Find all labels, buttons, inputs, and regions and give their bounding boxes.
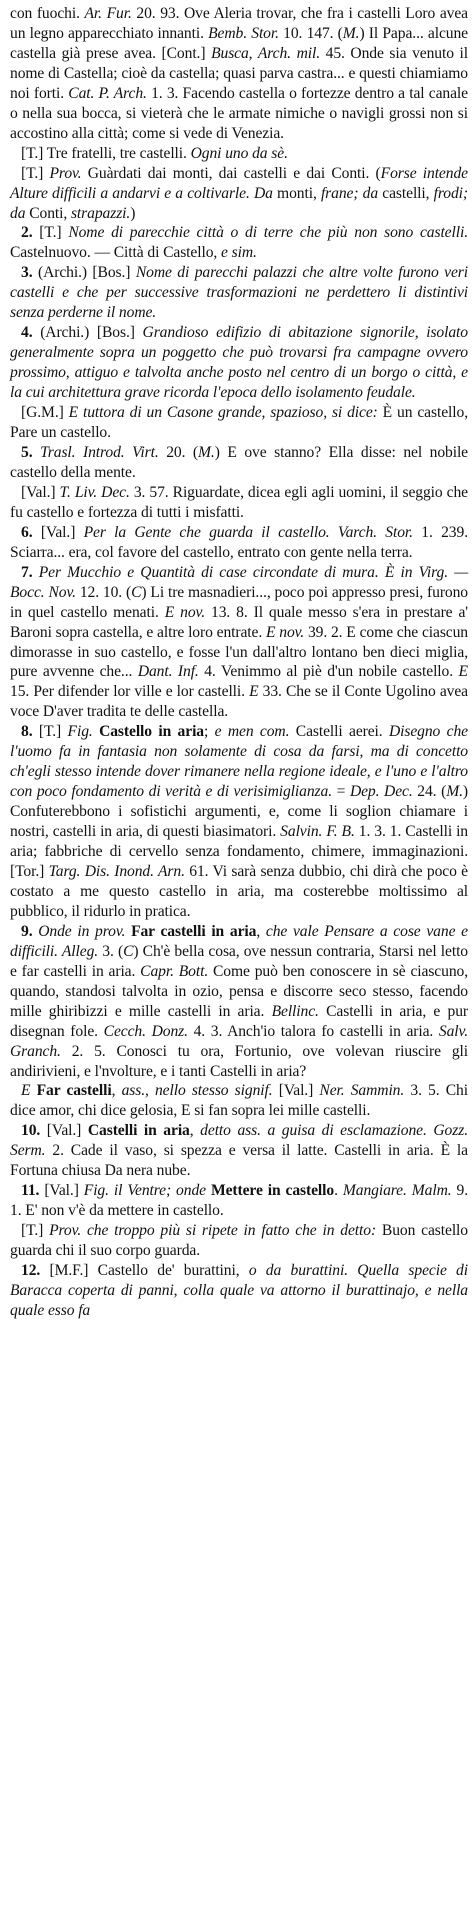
bold-run: 8.	[21, 723, 33, 741]
text-run: ,	[256, 922, 266, 940]
text-run: ,	[111, 1082, 122, 1100]
italic-run: Busca, Arch. mil.	[211, 44, 320, 62]
text-run: 2. 5. Conosci tu ora, Fortunio, ove volevan riuscire gli andirivieni, e l'nvolture, e i tanti Castelli in aria?	[10, 1042, 468, 1080]
text-run: Guàrdati dai monti, dai castelli e dai Conti. (	[81, 164, 381, 182]
text-run: ) Li tre masnadieri..., poco poi appresso presi, furono in quel castello menati.	[10, 583, 469, 621]
entry-paragraph	[10, 1121, 468, 1181]
text-run: 12. 10. (	[75, 583, 132, 601]
italic-run: Mangiare. Malm.	[342, 1182, 452, 1200]
text-run: [M.F.] Castello de' burattini,	[40, 1262, 249, 1280]
text-run: (Archi.) [Bos.]	[32, 264, 136, 282]
text-run: 24. (	[412, 783, 447, 801]
text-run: 15. Per difender lor ville e lor castelli.	[10, 683, 250, 701]
italic-run: Fig.	[67, 723, 93, 741]
text-run: 4. 3. Anch'io talora fo castelli in aria.	[187, 1022, 439, 1040]
text-run: =	[332, 783, 350, 801]
text-run: È un castello, Pare un castello.	[10, 404, 468, 442]
text-run: 4. Venimmo al piè d'un nobile castello.	[198, 663, 459, 681]
text-run: 1. 239. Sciarra... era, col favore del castello, entrato con gente nella terra.	[10, 523, 468, 561]
text-run: Buon castello guarda chi il suo corpo guarda.	[10, 1222, 468, 1260]
italic-run: M.	[446, 783, 463, 801]
italic-run: Capr. Bott.	[140, 962, 209, 980]
entry-paragraph	[10, 523, 468, 563]
bold-run: Far castelli in aria	[131, 922, 257, 940]
italic-run: Bellinc.	[271, 1002, 319, 1020]
bold-run: Mettere in castello	[210, 1182, 335, 1200]
bold-run: Far castelli	[36, 1082, 112, 1100]
italic-run: o da burattini. Quella specie di Baracca coperta di panni, colla quale va attorno il burattinajo, e nella quale esso fa	[10, 1262, 468, 1319]
italic-run: Onde in prov.	[38, 922, 126, 940]
text-run: [T.]	[21, 164, 50, 182]
italic-run: Fig. il Ventre; onde	[83, 1182, 206, 1200]
text-run: con fuochi.	[10, 5, 85, 22]
bold-run: 6.	[21, 523, 33, 541]
text-run: 3. 57. Riguardate, dicea egli agli uomini, il seggio che fu castello e fortezza di tutti i misfatti.	[10, 483, 468, 521]
entry-paragraph	[10, 4, 468, 144]
entry-paragraph	[10, 323, 468, 403]
italic-run: Dep. Dec.	[349, 783, 413, 801]
italic-run: Cecch. Donz.	[103, 1022, 188, 1040]
text-run: [Val.]	[39, 1182, 84, 1200]
italic-run: Trasl. Introd. Virt.	[40, 443, 159, 461]
text-run: Conti,	[25, 204, 71, 222]
text-run: ) Confuterebbono i sofistichi argumenti, e, come li soglion chiamare i nostri, castelli in aria, di questi biasimatori.	[10, 783, 468, 841]
text-run: [Val.]	[21, 483, 60, 501]
italic-run: ass., nello stesso signif.	[121, 1082, 273, 1100]
entry-paragraph	[10, 1221, 468, 1261]
text-run: Come può ben conoscere in sè ciascuno, quando, standosi talvolta in ozio, pensa e discorre seco stesso, facendo mille ghiribizzi e mille castelli in aria.	[10, 962, 469, 1020]
italic-run: E nov.	[265, 623, 305, 641]
entry-paragraph	[10, 263, 468, 323]
text-run: 1. 3. Facendo castella o fortezze dentro a tal canale o nella sua bocca, si vieterà che le armate nimiche o navigli grossi non si accostino alla città; come si vede di Venezia.	[10, 84, 468, 142]
text-run: monti,	[272, 184, 321, 202]
bold-run: Castelli in aria	[87, 1122, 190, 1140]
text-run: 3. (	[98, 942, 124, 960]
bold-run: 3.	[21, 264, 33, 282]
italic-run: C	[131, 583, 142, 601]
entry-paragraph	[10, 563, 468, 723]
bold-run: 7.	[21, 563, 33, 581]
bold-run: 11.	[21, 1182, 40, 1200]
text-run: [T.]	[21, 1222, 50, 1240]
text-run: 45. Onde sia venuto il nome di Castella; cioè da castella; quasi parva castra... e questi chiamiamo noi forti.	[10, 44, 468, 102]
italic-run: E nov.	[164, 603, 206, 621]
text-run: ,	[189, 1122, 201, 1140]
text-run	[33, 444, 41, 461]
italic-run: E	[458, 663, 468, 681]
italic-run: Salv. Granch.	[10, 1022, 468, 1060]
italic-run: T. Liv. Dec.	[59, 483, 130, 501]
italic-run: Targ. Dis. Inond. Arn.	[48, 862, 185, 880]
italic-run: frodi; da	[10, 184, 468, 222]
text-run: 10. 147. (	[278, 24, 343, 42]
italic-run: Cat. P. Arch.	[68, 84, 147, 102]
text-run: 1. 3. 1. Castelli in aria; fabbriche di cervello senza fondamento, chimere, immaginazioni. [Tor.]	[10, 823, 469, 880]
italic-run: Ogni uno da sè.	[190, 144, 288, 162]
text-run: castelli,	[378, 184, 434, 202]
text-run: 61. Vi sarà senza dubbio, chi dirà che poco è costato a me questo castello in aria, ma costerebbe moltissimo al pubblico, il ridurlo in pratica.	[10, 862, 468, 920]
text-run: (Archi.) [Bos.]	[32, 324, 143, 342]
text-run: [Val.]	[40, 1122, 88, 1140]
text-run: Castelli aerei.	[289, 723, 389, 741]
bold-run: 5.	[21, 443, 33, 461]
text-run: ) Ch'è bella cosa, ove nessun contraria, Starsi nel letto e far castelli in aria.	[10, 942, 468, 980]
text-run: [Val.]	[32, 523, 84, 541]
text-run: 39. 2. E come che ciascun dimorasse in suo castello, e fosse l'un dall'altro lontano ben dieci miglia, pure avvenne che...	[10, 623, 469, 681]
italic-run: E tuttora di un Casone grande, spazioso, si dice:	[68, 404, 378, 422]
bold-run: 9.	[21, 922, 33, 940]
italic-run: Prov. che troppo più si ripete in fatto che in detto:	[49, 1222, 377, 1240]
text-run: ) E ove stanno? Ella disse: nel nobile castello della mente.	[10, 443, 468, 481]
entry-paragraph	[10, 164, 468, 224]
castello-entry-text	[10, 4, 468, 1321]
italic-run: Salvin. F. B.	[280, 823, 355, 841]
entry-paragraph	[10, 223, 468, 263]
text-run: [T.] Tre fratelli, tre castelli.	[21, 144, 191, 162]
italic-run: che vale Pensare a cose vane e difficili. Alleg.	[10, 922, 468, 960]
entry-paragraph	[10, 1181, 468, 1221]
text-run: )	[130, 204, 136, 222]
italic-run: Ar. Fur.	[84, 5, 132, 22]
text-run: 13. 8. Il quale messo s'era in prestare a' Baroni sopra castella, e altre loro entrate.	[10, 603, 468, 641]
bold-run: Castello in aria	[99, 723, 205, 741]
italic-run: Ner. Sammin.	[319, 1082, 405, 1100]
text-run: [T.]	[32, 723, 68, 741]
entry-paragraph	[10, 483, 468, 523]
italic-run: e sim.	[221, 244, 257, 262]
italic-run: Prov.	[49, 164, 82, 182]
italic-run: Per Mucchio e Quantità di case circondate di mura. È in Virg. — Bocc. Nov.	[10, 563, 469, 601]
bold-run: 4.	[21, 324, 33, 342]
text-run: 20. (	[158, 443, 199, 461]
italic-run: e men com.	[214, 723, 290, 741]
text-run: [Val.]	[272, 1082, 320, 1100]
text-run: Castelli in aria, e pur disegnan fole.	[10, 1002, 468, 1040]
text-run: ;	[204, 723, 215, 741]
italic-run: Grandioso edifizio di abitazione signorile, isolato generalmente sopra un poggetto che può trovarsi fra campagne ovvero prossimo, attiguo e talvolta anche posto nel centro di un borgo o città, e la cui architettura grave ricorda l'epoca dello isolamento feudale.	[10, 324, 468, 402]
text-run: 33. Che se il Conte Ugolino avea voce D'aver tradita te delle castella.	[10, 683, 468, 721]
text-run: 2. Cade il vaso, si spezza e versa il latte. Castelli in aria. È la Fortuna chiusa Da nera nube.	[10, 1142, 468, 1180]
italic-run: strapazzi.	[70, 204, 131, 222]
text-run: 3. 5. Chi dice amor, chi dice gelosia, E si fan sopra lei mille castelli.	[10, 1082, 468, 1120]
entry-paragraph	[10, 922, 468, 1082]
text-run: ) Il Papa... alcune castella già prese avea. [Cont.]	[10, 24, 468, 62]
italic-run: Bemb. Stor.	[208, 24, 279, 42]
italic-run: M.	[342, 24, 360, 42]
italic-run: Forse intende Alture difficili a andarvi e a coltivarle. Da	[10, 164, 468, 202]
text-run: [G.M.]	[21, 404, 69, 422]
italic-run: Nome di parecchie città o di terre che più non sono castelli.	[68, 224, 468, 242]
entry-paragraph	[10, 144, 468, 164]
italic-run: detto ass. a guisa di esclamazione. Gozz. Serm.	[10, 1122, 468, 1160]
italic-run: Dant. Inf.	[137, 663, 199, 681]
bold-run: 10.	[21, 1122, 41, 1140]
entry-paragraph	[10, 403, 468, 443]
bold-run: 2.	[21, 224, 33, 242]
text-run: [T.]	[32, 224, 69, 242]
italic-run: M.	[198, 443, 215, 461]
entry-paragraph	[10, 722, 468, 922]
text-run: 20. 93. Ove Aleria trovar, che fra i castelli Loro avea un legno apparecchiato innanti.	[10, 5, 468, 42]
italic-run: Disegno che l'uomo fa in fantasia non solamente di cosa da farsi, ma di concetto ch'egli stesso intende dover rimanere nella regione ideale, e l'uno e l'altro con poco fondamento di verità e di verisimiglianza.	[10, 723, 468, 801]
entry-paragraph	[10, 1081, 468, 1121]
italic-run: Per la Gente che guarda il castello. Varch. Stor.	[83, 523, 413, 541]
text-run: 9. 1. E' non v'è da mettere in castello.	[10, 1182, 468, 1220]
italic-run: C	[123, 942, 134, 960]
text-run: .	[334, 1182, 343, 1200]
entry-paragraph	[10, 1261, 468, 1321]
italic-run: frane; da	[320, 184, 379, 202]
italic-run: E	[249, 683, 259, 701]
entry-paragraph	[10, 443, 468, 483]
italic-run: E	[21, 1082, 31, 1100]
text-run: Castelnuovo. — Città di Castello,	[10, 244, 221, 262]
bold-run: 12.	[21, 1262, 41, 1280]
italic-run: Nome di parecchi palazzi che altre volte furono veri castelli e che per successive trasformazioni ne perdettero li distintivi senza perderne il nome.	[10, 264, 468, 322]
